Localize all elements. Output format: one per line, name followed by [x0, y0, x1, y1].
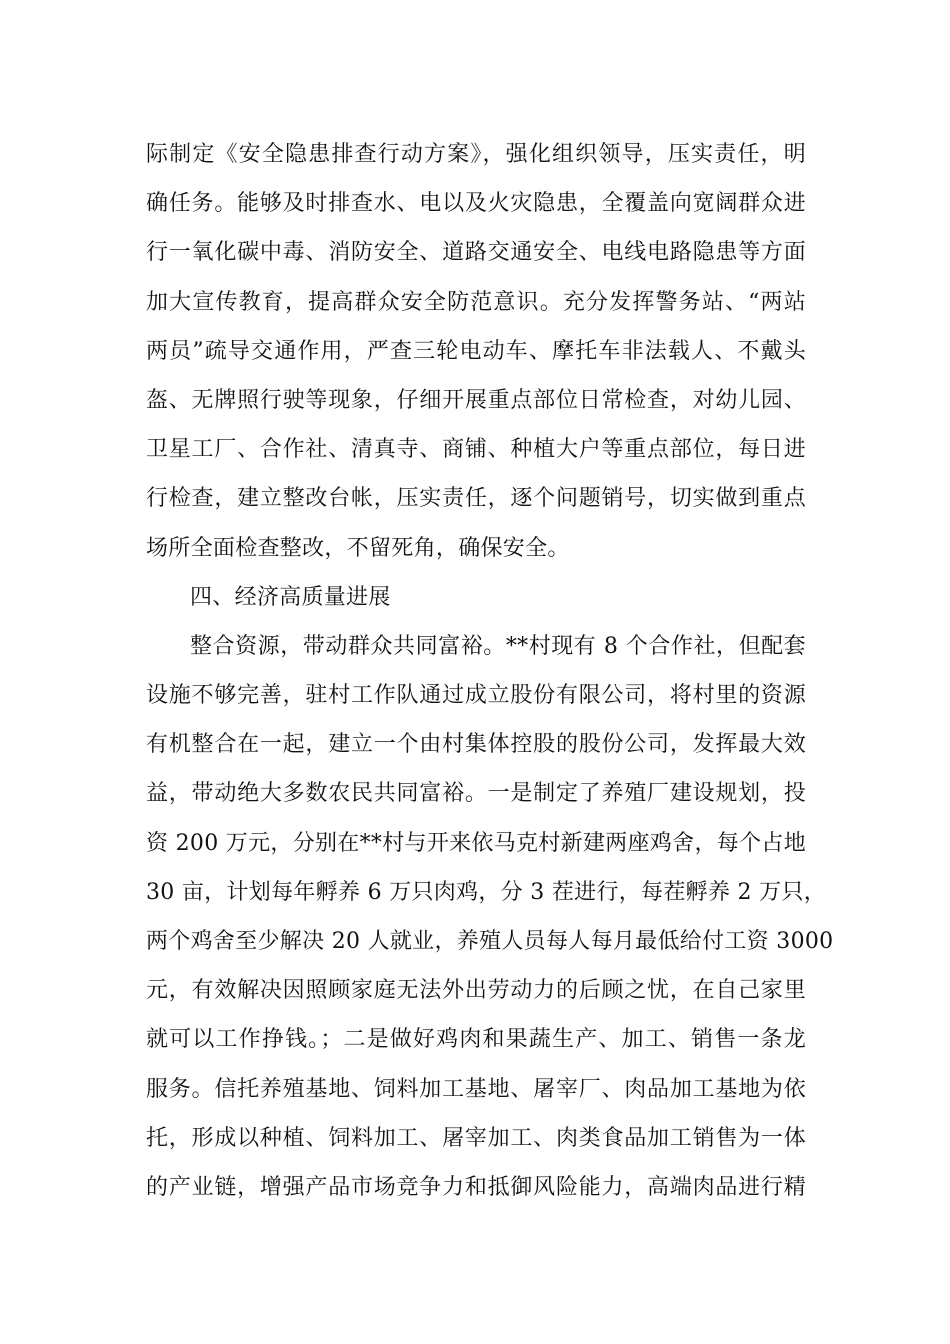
paragraph-line: 元，有效解决因照顾家庭无法外出劳动力的后顾之忧，在自己家里 [146, 978, 806, 1004]
paragraph-line: 加大宣传教育，提高群众安全防范意识。充分发挥警务站、“两站 [146, 289, 806, 315]
paragraph-line: 两员”疏导交通作用，严查三轮电动车、摩托车非法载人、不戴头 [146, 338, 806, 364]
paragraph-line: 托，形成以种植、饲料加工、屠宰加工、肉类食品加工销售为一体 [146, 1125, 806, 1151]
paragraph-line-last: 场所全面检查整改，不留死角，确保安全。 [146, 535, 570, 561]
paragraph-line: 行检查，建立整改台帐，压实责任，逐个问题销号，切实做到重点 [146, 486, 806, 512]
paragraph-line: 的产业链，增强产品市场竞争力和抵御风险能力，高端肉品进行精 [146, 1174, 806, 1200]
paragraph-line: 确任务。能够及时排查水、电以及火灾隐患，全覆盖向宽阔群众进 [146, 191, 806, 217]
paragraph-line: 30 亩，计划每年孵养 6 万只肉鸡，分 3 茬进行，每茬孵养 2 万只， [146, 879, 827, 905]
paragraph-line: 际制定《安全隐患排查行动方案》，强化组织领导，压实责任，明 [146, 142, 806, 167]
paragraph-line: 益，带动绝大多数农民共同富裕。一是制定了养殖厂建设规划，投 [146, 781, 806, 807]
paragraph-line: 行一氧化碳中毒、消防安全、道路交通安全、电线电路隐患等方面 [146, 240, 806, 266]
section-heading: 四、经济高质量进展 [190, 584, 391, 610]
paragraph-line: 资 200 万元，分别在**村与开来依马克村新建两座鸡舍，每个占地 [146, 830, 806, 856]
paragraph-line: 服务。信托养殖基地、饲料加工基地、屠宰厂、肉品加工基地为依 [146, 1076, 806, 1102]
paragraph-first-line: 整合资源，带动群众共同富裕。**村现有 8 个合作社，但配套 [190, 633, 806, 659]
paragraph-line: 盔、无牌照行驶等现象，仔细开展重点部位日常检查，对幼儿园、 [146, 387, 806, 413]
paragraph-line: 有机整合在一起，建立一个由村集体控股的股份公司，发挥最大效 [146, 732, 806, 758]
paragraph-line: 两个鸡舍至少解决 20 人就业，养殖人员每人每月最低给付工资 3000 [146, 929, 834, 954]
paragraph-line: 卫星工厂、合作社、清真寺、商铺、种植大户等重点部位，每日进 [146, 437, 806, 463]
paragraph-economic-development [146, 622, 834, 1212]
paragraph-line: 设施不够完善，驻村工作队通过成立股份有限公司，将村里的资源 [146, 683, 806, 709]
document-body [146, 130, 834, 1212]
paragraph-line: 就可以工作挣钱。；二是做好鸡肉和果蔬生产、加工、销售一条龙 [146, 1027, 806, 1053]
paragraph-safety-inspection [146, 130, 806, 573]
